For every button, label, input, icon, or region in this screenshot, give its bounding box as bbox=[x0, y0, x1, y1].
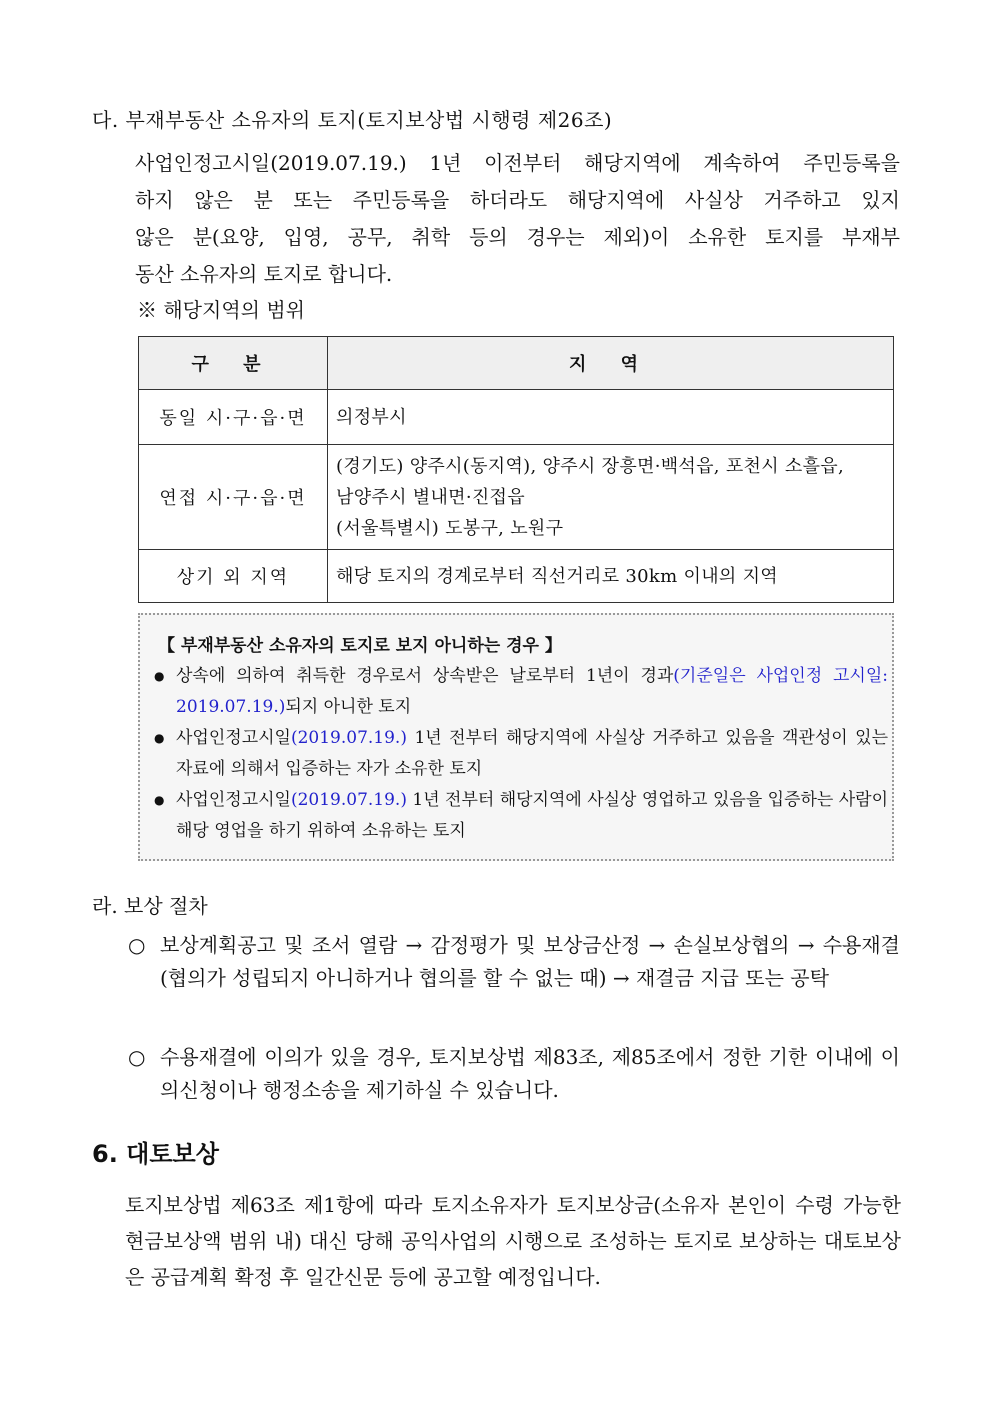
item-date-highlight: (기준일은 사업인정 고시일: 2019.07.19.) bbox=[176, 666, 888, 717]
list-item bbox=[154, 785, 888, 847]
procedure-text: 보상계획공고 및 조서 열람 → 감정평가 및 보상금산정 → 손실보상협의 → 수용재결(협의가 성립되지 아니하거나 협의를 할 수 없는 때) → 재결금 지급 또는 공탁 bbox=[160, 933, 900, 990]
procedure-item bbox=[128, 929, 900, 995]
table-row bbox=[139, 550, 894, 603]
section-da-paragraph bbox=[135, 145, 900, 293]
item-text: 상속에 의하여 취득한 경우로서 상속받은 날로부터 1년이 경과 bbox=[176, 666, 674, 686]
item-text: 1년 전부터 해당지역에 사실상 영업하고 있음을 입증하는 사람이 해당 영업을 하기 위하여 소유하는 토지 bbox=[176, 790, 889, 841]
header-region: 지 역 bbox=[328, 337, 894, 390]
row-value bbox=[328, 550, 894, 603]
section-6-heading: 6. 대토보상 bbox=[92, 1140, 219, 1168]
paragraph-line: 않은 분(요양, 입영, 공무, 취학 등의 경우는 제외)이 소유한 토지를 부재부 bbox=[135, 225, 900, 249]
row-value-line: 의정부시 bbox=[336, 406, 407, 428]
exception-list bbox=[154, 661, 888, 847]
row-value-line: (경기도) 양주시(동지역), 양주시 장흥면·백석읍, 포천시 소흘읍, bbox=[336, 455, 844, 477]
exception-box-title: 【 부재부동산 소유자의 토지로 보지 아니하는 경우 】 bbox=[158, 636, 562, 656]
item-text: 1년 전부터 해당지역에 사실상 거주하고 있음을 객관성이 있는 자료에 의해서 입증하는 자가 소유한 토지 bbox=[176, 728, 888, 779]
paragraph-line: 동산 소유자의 토지로 합니다. bbox=[135, 262, 393, 286]
item-date-highlight: (2019.07.19.) bbox=[290, 790, 407, 810]
item-text: 사업인정고시일 bbox=[176, 728, 291, 748]
circle-bullet-icon: ○ bbox=[128, 1045, 146, 1069]
section-ra-heading: 라. 보상 절차 bbox=[92, 894, 208, 918]
table-row bbox=[139, 445, 894, 550]
region-note-title: ※ 해당지역의 범위 bbox=[137, 298, 305, 322]
item-date-highlight: (2019.07.19.) bbox=[290, 728, 407, 748]
procedure-text: 수용재결에 이의가 있을 경우, 토지보상법 제83조, 제85조에서 정한 기한 이내에 이의신청이나 행정소송을 제기하실 수 있습니다. bbox=[160, 1045, 900, 1102]
row-value-line: (서울특별시) 도봉구, 노원구 bbox=[336, 517, 564, 539]
list-item bbox=[154, 723, 888, 785]
item-text: 사업인정고시일 bbox=[176, 790, 291, 810]
item-text: 되지 아니한 토지 bbox=[285, 697, 412, 717]
row-value-line: 남양주시 별내면·진접읍 bbox=[336, 486, 525, 508]
exception-box bbox=[138, 613, 894, 861]
row-label: 연접 시·구·읍·면 bbox=[139, 445, 328, 550]
paragraph-line: 사업인정고시일(2019.07.19.) 1년 이전부터 해당지역에 계속하여 주민등록을 bbox=[135, 151, 900, 175]
list-item bbox=[154, 661, 888, 723]
header-category: 구 분 bbox=[139, 337, 328, 390]
row-value-line: 해당 토지의 경계로부터 직선거리로 30km 이내의 지역 bbox=[336, 565, 778, 587]
procedure-item bbox=[128, 1041, 900, 1107]
section-6-paragraph: 토지보상법 제63조 제1항에 따라 토지소유자가 토지보상금(소유자 본인이 수령 가능한 현금보상액 범위 내) 대신 당해 공익사업의 시행으로 조성하는 토지로 보상하는 대토보상은 공급계획 확정 후 일간신문 등에 공고할 예정입니다. bbox=[125, 1193, 901, 1289]
region-table bbox=[138, 336, 894, 603]
section-da-heading: 다. 부재부동산 소유자의 토지(토지보상법 시행령 제26조) bbox=[92, 108, 613, 132]
row-value bbox=[328, 390, 894, 445]
circle-bullet-icon: ○ bbox=[128, 933, 146, 957]
paragraph-line: 하지 않은 분 또는 주민등록을 하더라도 해당지역에 사실상 거주하고 있지 bbox=[135, 188, 900, 212]
row-label: 동일 시·구·읍·면 bbox=[139, 390, 328, 445]
row-value bbox=[328, 445, 894, 550]
row-label: 상기 외 지역 bbox=[139, 550, 328, 603]
table-row bbox=[139, 390, 894, 445]
table-header-row bbox=[139, 337, 894, 390]
